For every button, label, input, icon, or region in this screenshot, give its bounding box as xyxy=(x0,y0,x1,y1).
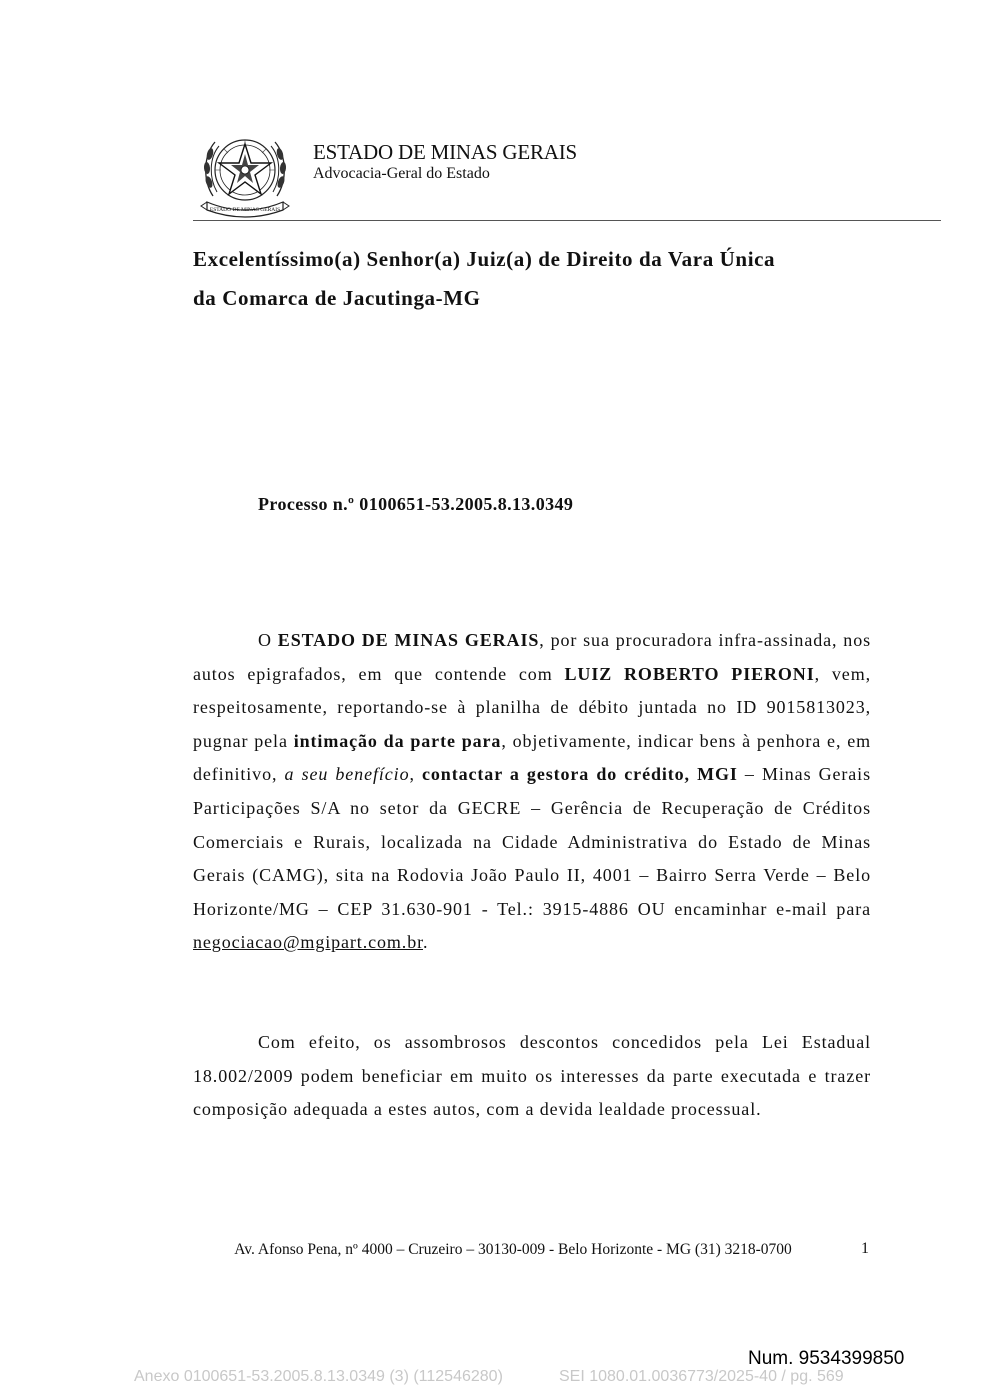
p1-bold-state: ESTADO DE MINAS GERAIS xyxy=(277,630,540,650)
p1-bold-contact: contactar a gestora do crédito, MGI xyxy=(422,764,738,785)
page-number: 1 xyxy=(861,1240,869,1257)
process-number: Processo n.º 0100651-53.2005.8.13.0349 xyxy=(258,494,574,514)
footer-address: Av. Afonso Pena, nº 4000 – Cruzeiro – 30130-009 - Belo Horizonte - MG (31) 3218-0700 xyxy=(234,1241,792,1258)
document-number-stamp: Num. 9534399850 xyxy=(748,1348,905,1369)
p1-bold-party: LUIZ ROBERTO PIERONI xyxy=(564,663,815,684)
addressee xyxy=(193,240,873,318)
p1-text-6: – Minas Gerais Participações S/A no setor da GECRE – Gerência de Recuperação de Créditos Comerciais e Rurais, localizada na Cidade Administrativa do Estado de Minas Gerais (CAMG), sita na Rodovia João Paulo II, 4001 – Bairro Serra Verde – Belo Horizonte/MG – CEP 31.630-901 - Tel.: 3915-4886 OU encaminhar e-mail para xyxy=(193,764,871,919)
annex-stamp: Anexo 0100651-53.2005.8.13.0349 (3) (112546280) xyxy=(134,1368,503,1385)
addressee-line-2: da Comarca de Jacutinga-MG xyxy=(193,286,481,310)
header-divider xyxy=(193,220,941,221)
p1-text-2: , por sua procuradora infra-assinada, nos autos epigrafados, em que contende com xyxy=(193,630,872,684)
agency-name: Advocacia-Geral do Estado xyxy=(313,165,490,182)
letterhead xyxy=(313,140,577,184)
p1-text-3: , vem, respeitosamente, reportando-se à planilha de débito juntada no ID 9015813023, pugnar pela xyxy=(193,663,872,751)
email-link[interactable]: negociacao@mgipart.com.br xyxy=(193,932,424,953)
state-name: ESTADO DE MINAS GERAIS xyxy=(313,140,578,164)
svg-text:ESTADO DE MINAS GERAIS: ESTADO DE MINAS GERAIS xyxy=(209,207,281,213)
p1-text-1: O xyxy=(258,630,278,650)
state-seal-icon xyxy=(199,126,291,220)
p1-text-5: , xyxy=(409,764,423,785)
addressee-line-1: Excelentíssimo(a) Senhor(a) Juiz(a) de Direito da Vara Única xyxy=(193,247,776,271)
p1-text-4: , objetivamente, indicar bens à penhora e, em definitivo, xyxy=(193,730,872,785)
body-paragraph-1 xyxy=(193,624,871,960)
p1-italic-benefit: a seu benefício xyxy=(284,764,410,785)
sei-stamp: SEI 1080.01.0036773/2025-40 / pg. 569 xyxy=(559,1368,844,1385)
p1-text-7: . xyxy=(423,932,429,953)
body-paragraph-2: Com efeito, os assombrosos descontos concedidos pela Lei Estadual 18.002/2009 podem beneficiar em muito os interesses da parte executada e trazer composição adequada a estes autos, com a devida lealdade processual. xyxy=(193,1032,871,1120)
p1-bold-request: intimação da parte para xyxy=(293,730,502,751)
